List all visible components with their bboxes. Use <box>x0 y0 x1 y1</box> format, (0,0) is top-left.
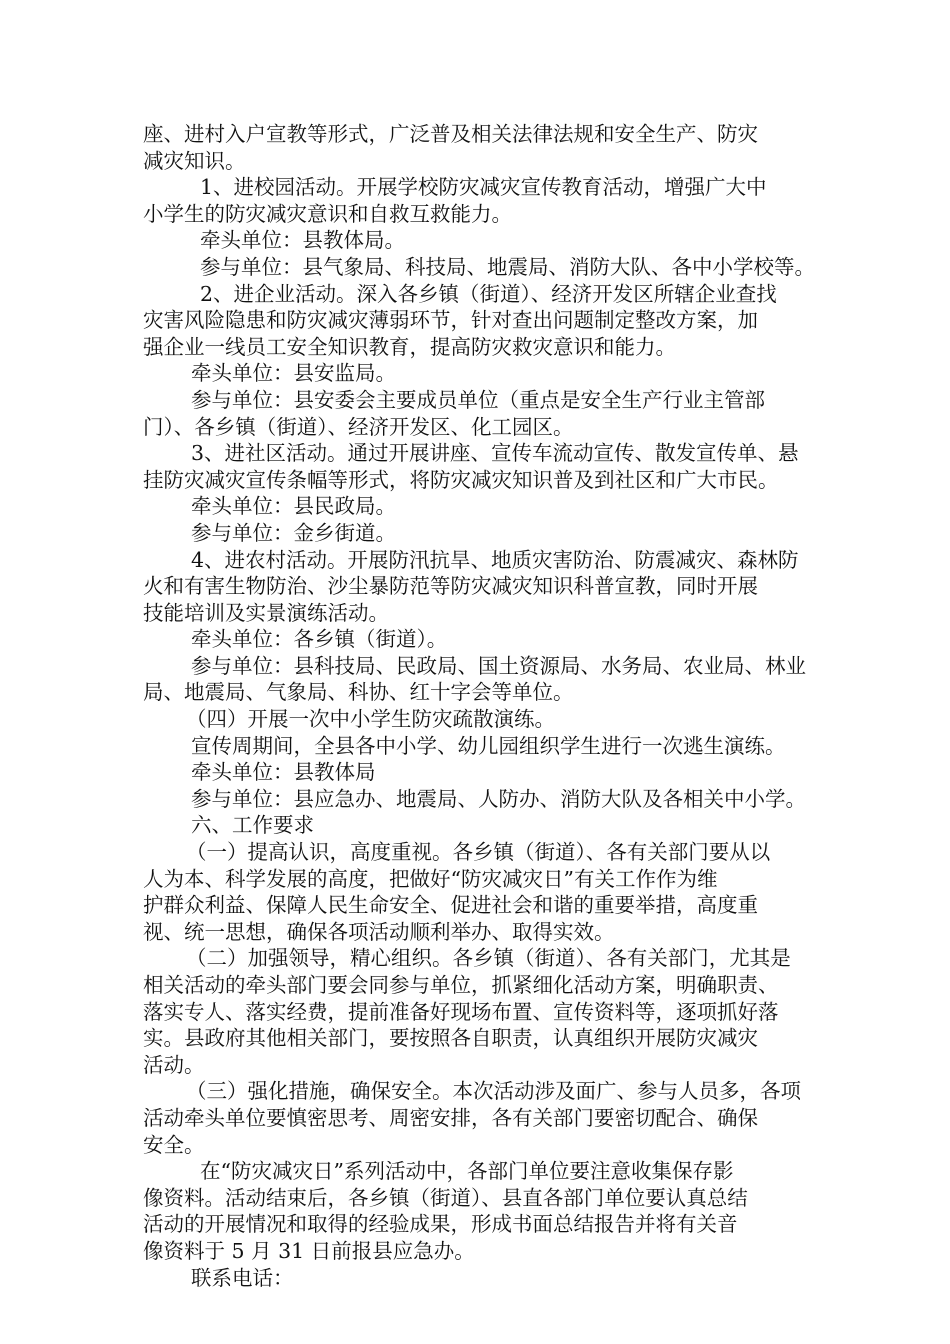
text-line: 参与单位：县气象局、科技局、地震局、消防大队、各中小学校等。 <box>200 254 815 279</box>
text-line: 人为本、科学发展的高度，把做好“防灾减灾日”有关工作作为维 <box>143 866 718 891</box>
text-line: 参与单位：县安委会主要成员单位（重点是安全生产行业主管部 <box>191 387 765 412</box>
text-line: 3、进社区活动。通过开展讲座、宣传车流动宣传、散发宣传单、悬 <box>191 441 799 466</box>
text-line: 减灾知识。 <box>143 148 246 173</box>
text-line: 实。县政府其他相关部门，要按照各自职责，认真组织开展防灾减灾 <box>143 1026 758 1051</box>
text-line: （三）强化措施，确保安全。本次活动涉及面广、参与人员多，各项 <box>186 1079 801 1104</box>
text-line: 2、进企业活动。深入各乡镇（街道）、经济开发区所辖企业查找 <box>200 281 777 306</box>
text-line: （四）开展一次中小学生防灾疏散演练。 <box>186 707 555 732</box>
text-line: 局、地震局、气象局、科协、红十字会等单位。 <box>143 680 574 705</box>
text-line: 座、进村入户宣教等形式，广泛普及相关法律法规和安全生产、防灾 <box>143 122 758 146</box>
text-line: 参与单位：县应急办、地震局、人防办、消防大队及各相关中小学。 <box>191 786 806 811</box>
text-line: 像资料。活动结束后，各乡镇（街道）、县直各部门单位要认真总结 <box>143 1185 748 1210</box>
text-line: 火和有害生物防治、沙尘暴防范等防灾减灾知识科普宣教，同时开展 <box>143 574 758 599</box>
text-line: 安全。 <box>143 1132 205 1157</box>
text-line: 参与单位：金乡街道。 <box>191 520 396 545</box>
text-line: 灾害风险隐患和防灾减灾薄弱环节，针对查出问题制定整改方案，加 <box>143 308 758 333</box>
text-line: 牵头单位：县教体局 <box>191 760 376 785</box>
text-line: 牵头单位：县安监局。 <box>191 361 396 386</box>
text-line: 牵头单位：县教体局。 <box>200 228 405 253</box>
text-line: 门）、各乡镇（街道）、经济开发区、化工园区。 <box>143 414 574 439</box>
text-line: 挂防灾减灾宣传条幅等形式，将防灾减灾知识普及到社区和广大市民。 <box>143 467 779 492</box>
text-line: 4、进农村活动。开展防汛抗旱、地质灾害防治、防震减灾、森林防 <box>191 547 799 572</box>
text-line: 活动。 <box>143 1052 205 1077</box>
text-line: （二）加强领导，精心组织。各乡镇（街道）、各有关部门，尤其是 <box>186 946 791 971</box>
text-line: 在“防灾减灾日”系列活动中，各部门单位要注意收集保存影 <box>200 1159 734 1184</box>
text-line: 落实专人、落实经费，提前准备好现场布置、宣传资料等，逐项抓好落 <box>143 999 779 1024</box>
text-line: （一）提高认识，高度重视。各乡镇（街道）、各有关部门要从以 <box>186 840 771 865</box>
text-line: 活动的开展情况和取得的经验成果，形成书面总结报告并将有关音 <box>143 1212 738 1237</box>
text-line: 视、统一思想，确保各项活动顺利举办、取得实效。 <box>143 919 615 944</box>
document-body <box>143 121 823 1291</box>
text-line: 护群众利益、保障人民生命安全、促进社会和谐的重要举措，高度重 <box>143 893 758 918</box>
text-line: 技能培训及实景演练活动。 <box>143 600 389 625</box>
text-line: 活动牵头单位要慎密思考、周密安排，各有关部门要密切配合、确保 <box>143 1105 758 1130</box>
text-line: 联系电话： <box>191 1265 294 1290</box>
text-line: 六、工作要求 <box>191 813 314 838</box>
text-line: 相关活动的牵头部门要会同参与单位，抓紧细化活动方案，明确职责、 <box>143 973 779 997</box>
text-line: 牵头单位：县民政局。 <box>191 494 396 519</box>
text-line: 牵头单位：各乡镇（街道）。 <box>191 627 448 652</box>
text-line: 1、进校园活动。开展学校防灾减灾宣传教育活动，增强广大中 <box>200 175 767 200</box>
text-line: 宣传周期间，全县各中小学、幼儿园组织学生进行一次逃生演练。 <box>191 733 786 758</box>
text-line: 参与单位：县科技局、民政局、国土资源局、水务局、农业局、林业 <box>191 653 806 678</box>
text-line: 像资料于 5 月 31 日前报县应急办。 <box>143 1238 475 1263</box>
text-line: 小学生的防灾减灾意识和自救互救能力。 <box>143 201 512 226</box>
text-line: 强企业一线员工安全知识教育，提高防灾救灾意识和能力。 <box>143 334 676 359</box>
